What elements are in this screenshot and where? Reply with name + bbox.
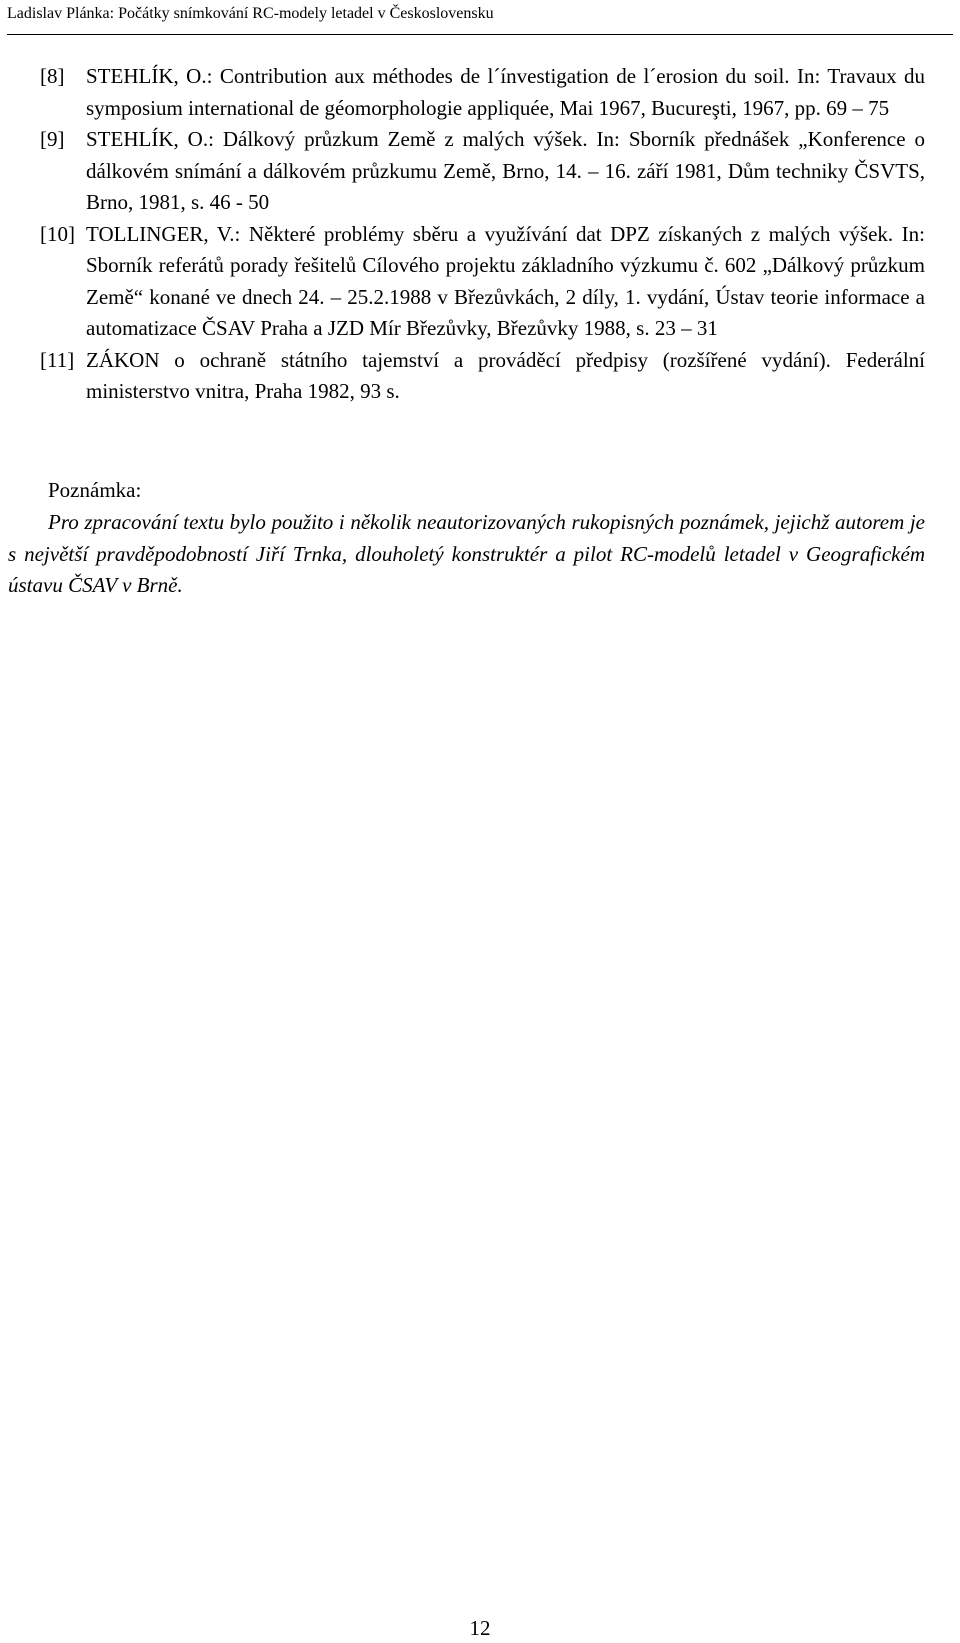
note-label: Poznámka: <box>48 478 142 502</box>
running-header: Ladislav Plánka: Počátky snímkování RC-modely letadel v Československu <box>7 5 494 22</box>
reference-number: [9] <box>40 127 65 151</box>
reference-item-9 <box>40 124 925 219</box>
reference-list <box>40 61 925 408</box>
page-number: 12 <box>469 1616 491 1640</box>
reference-text: TOLLINGER, V.: Některé problémy sběru a využívání dat DPZ získaných z malých výšek. In: Sborník referátů porady řešitelů Cílového projektu základního výzkumu č. 602 „Dálkový průzkum Země“ konané ve dnech 24. – 25.2.1988 v Březůvkách, 2 díly, 1. vydání, Ústav teorie informace a automatizace ČSAV Praha a JZD Mír Březůvky, Březůvky 1988, s. 23 – 31 <box>86 221 925 340</box>
reference-text: STEHLÍK, O.: Contribution aux méthodes de l´ínvestigation de l´erosion du soil. In: Travaux du symposium international de géomorphologie appliquée, Mai 1967, Bucureşti, 1967, pp. 69 – 75 <box>86 64 925 120</box>
reference-text: ZÁKON o ochraně státního tajemství a prováděcí předpisy (rozšířené vydání). Federální ministerstvo vnitra, Praha 1982, 93 s. <box>86 347 925 403</box>
reference-item-8 <box>40 61 925 124</box>
reference-text: STEHLÍK, O.: Dálkový průzkum Země z malých výšek. In: Sborník přednášek „Konference o dálkovém snímání a dálkovém průzkumu Země, Brno, 14. – 16. září 1981, Dům techniky ČSVTS, Brno, 1981, s. 46 - 50 <box>86 127 925 214</box>
note-text: Pro zpracování textu bylo použito i několik neautorizovaných rukopisných poznámek, jejichž autorem je s největší pravděpodobností Jiří Trnka, dlouholetý konstruktér a pilot RC-modelů letadel v Geografickém ústavu ČSAV v Brně. <box>8 510 925 597</box>
reference-number: [10] <box>40 221 75 246</box>
reference-item-11 <box>40 345 925 408</box>
reference-number: [11] <box>40 347 75 372</box>
reference-number: [8] <box>40 64 65 88</box>
header-divider <box>7 34 953 35</box>
reference-item-10 <box>40 219 925 345</box>
